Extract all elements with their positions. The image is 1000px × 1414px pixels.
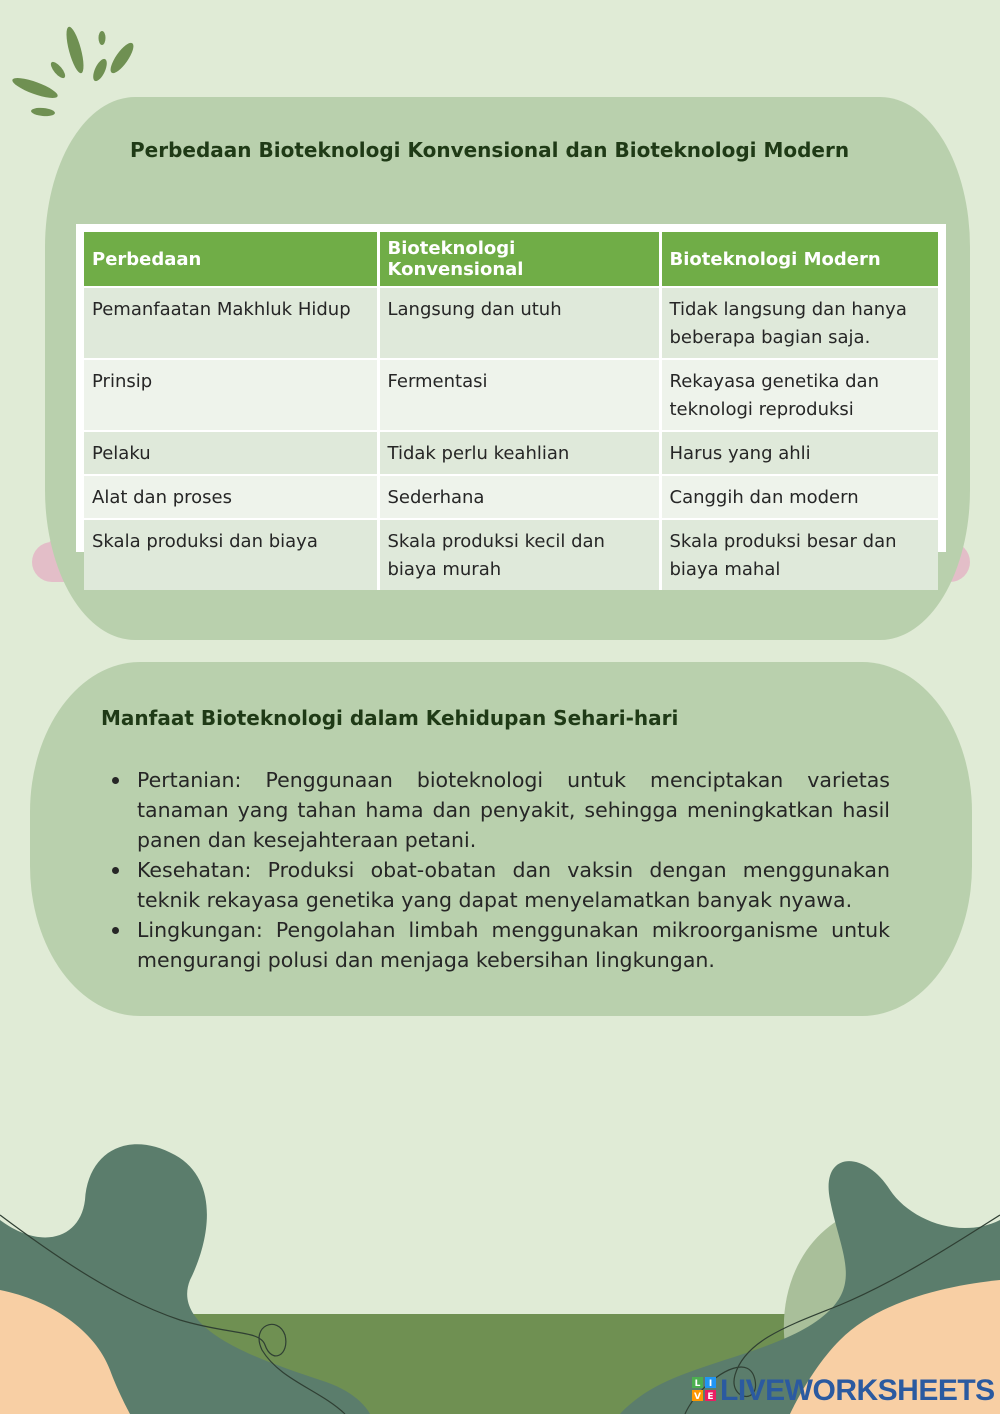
svg-text:V: V	[694, 1392, 701, 1401]
table-cell: Skala produksi dan biaya	[84, 519, 378, 590]
liveworksheets-logo-icon	[692, 1377, 716, 1401]
table-row	[84, 431, 938, 475]
table-cell: Skala produksi kecil dan biaya murah	[378, 519, 660, 590]
table-cell: Prinsip	[84, 359, 378, 431]
table-cell: Rekayasa genetika dan teknologi reproduksi	[660, 359, 938, 431]
table-cell: Canggih dan modern	[660, 475, 938, 519]
landscape-decoration	[0, 1130, 1000, 1414]
table-cell: Alat dan proses	[84, 475, 378, 519]
header-cell: Perbedaan	[84, 232, 378, 287]
bullet-icon	[112, 867, 119, 874]
table-row	[84, 519, 938, 590]
table-cell: Langsung dan utuh	[378, 287, 660, 359]
table-row	[84, 287, 938, 359]
benefits-list	[110, 765, 890, 975]
table-cell: Tidak perlu keahlian	[378, 431, 660, 475]
table-cell: Pelaku	[84, 431, 378, 475]
list-item-text: Lingkungan: Pengolahan limbah menggunakan mikroorganisme untuk mengurangi polusi dan menjaga kebersihan lingkungan.	[137, 918, 890, 972]
bullet-icon	[112, 777, 119, 784]
svg-text:E: E	[707, 1392, 714, 1401]
svg-text:I: I	[708, 1379, 713, 1389]
table-cell: Tidak langsung dan hanya beberapa bagian saja.	[660, 287, 938, 359]
liveworksheets-brand[interactable]: LIVEWORKSHEETS	[720, 1374, 995, 1407]
table-cell: Harus yang ahli	[660, 431, 938, 475]
svg-text:L: L	[694, 1379, 701, 1389]
list-item-text: Kesehatan: Produksi obat-obatan dan vaksin dengan menggunakan teknik rekayasa genetika yang dapat menyelamatkan banyak nyawa.	[137, 858, 890, 912]
list-item	[110, 765, 890, 855]
list-item	[110, 915, 890, 975]
table-cell: Fermentasi	[378, 359, 660, 431]
list-item	[110, 855, 890, 915]
table-header-row	[84, 232, 938, 287]
comparison-table-container	[76, 224, 946, 580]
benefits-title: Manfaat Bioteknologi dalam Kehidupan Sehari-hari	[101, 706, 679, 730]
table-cell: Skala produksi besar dan biaya mahal	[660, 519, 938, 590]
comparison-title: Perbedaan Bioteknologi Konvensional dan Bioteknologi Modern	[130, 138, 850, 162]
header-cell: Bioteknologi Konvensional	[378, 232, 660, 287]
comparison-table	[84, 232, 938, 590]
table-cell: Sederhana	[378, 475, 660, 519]
list-item-text: Pertanian: Penggunaan bioteknologi untuk menciptakan varietas tanaman yang tahan hama dan penyakit, sehingga meningkatkan hasil panen dan kesejahteraan petani.	[137, 768, 890, 852]
table-row	[84, 359, 938, 431]
table-row	[84, 475, 938, 519]
header-cell: Bioteknologi Modern	[660, 232, 938, 287]
bullet-icon	[112, 927, 119, 934]
table-cell: Pemanfaatan Makhluk Hidup	[84, 287, 378, 359]
